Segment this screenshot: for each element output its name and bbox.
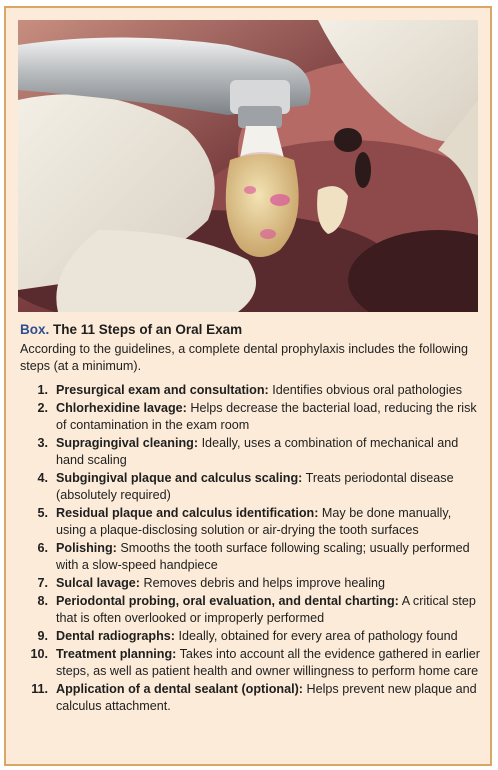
step-item (20, 505, 480, 539)
step-term: Periodontal probing, oral evaluation, and dental charting: (56, 594, 399, 608)
step-number: 8. (37, 594, 48, 608)
box-title (20, 321, 480, 339)
step-description: Helps decrease the bacterial load, reducing the risk of contamination in the exam room (56, 401, 477, 432)
step-item (20, 593, 480, 627)
step-number: 6. (37, 541, 48, 555)
box-title-text: The 11 Steps of an Oral Exam (53, 322, 243, 337)
step-term: Polishing: (56, 541, 117, 555)
step-item (20, 400, 480, 434)
step-number: 1. (37, 383, 48, 397)
step-term: Chlorhexidine lavage: (56, 401, 187, 415)
step-number: 9. (37, 629, 48, 643)
dental-polishing-photo (18, 20, 478, 312)
step-term: Presurgical exam and consultation: (56, 383, 269, 397)
step-number: 3. (37, 436, 48, 450)
step-item (20, 382, 480, 399)
step-item (20, 681, 480, 715)
step-number: 7. (37, 576, 48, 590)
step-term: Supragingival cleaning: (56, 436, 199, 450)
step-description: Identifies obvious oral pathologies (272, 383, 462, 397)
step-description: Smooths the tooth surface following scaling; usually performed with a slow-speed handpiece (56, 541, 470, 572)
step-number: 4. (37, 471, 48, 485)
box-caption (20, 321, 480, 716)
step-description: Ideally, obtained for every area of pathology found (178, 629, 458, 643)
step-description: A critical step that is often overlooked or improperly performed (56, 594, 476, 625)
step-description: Ideally, uses a combination of mechanical and hand scaling (56, 436, 459, 467)
step-number: 5. (37, 506, 48, 520)
step-term: Application of a dental sealant (optional): (56, 682, 303, 696)
step-description: Helps prevent new plaque and calculus attachment. (56, 682, 477, 713)
steps-list (20, 382, 480, 715)
step-term: Dental radiographs: (56, 629, 175, 643)
step-item (20, 470, 480, 504)
step-description: Takes into account all the evidence gathered in earlier steps, as well as patient health and owner willingness to perform home care (56, 647, 480, 678)
step-term: Treatment planning: (56, 647, 177, 661)
step-item (20, 435, 480, 469)
step-number: 11. (31, 682, 48, 696)
step-item (20, 646, 480, 680)
box-label: Box. (20, 322, 50, 337)
step-term: Residual plaque and calculus identification: (56, 506, 319, 520)
step-term: Subgingival plaque and calculus scaling: (56, 471, 303, 485)
step-term: Sulcal lavage: (56, 576, 140, 590)
step-item (20, 575, 480, 592)
step-item (20, 540, 480, 574)
sidebar-box (4, 6, 492, 766)
step-item (20, 628, 480, 645)
step-number: 10. (30, 647, 48, 661)
step-number: 2. (37, 401, 48, 415)
step-description: Removes debris and helps improve healing (143, 576, 386, 590)
step-description: Treats periodontal disease (absolutely required) (56, 471, 454, 502)
step-description: May be done manually, using a plaque-disclosing solution or air-drying the tooth surfaces (56, 506, 452, 537)
box-intro: According to the guidelines, a complete dental prophylaxis includes the following steps (at a minimum). (20, 342, 469, 373)
